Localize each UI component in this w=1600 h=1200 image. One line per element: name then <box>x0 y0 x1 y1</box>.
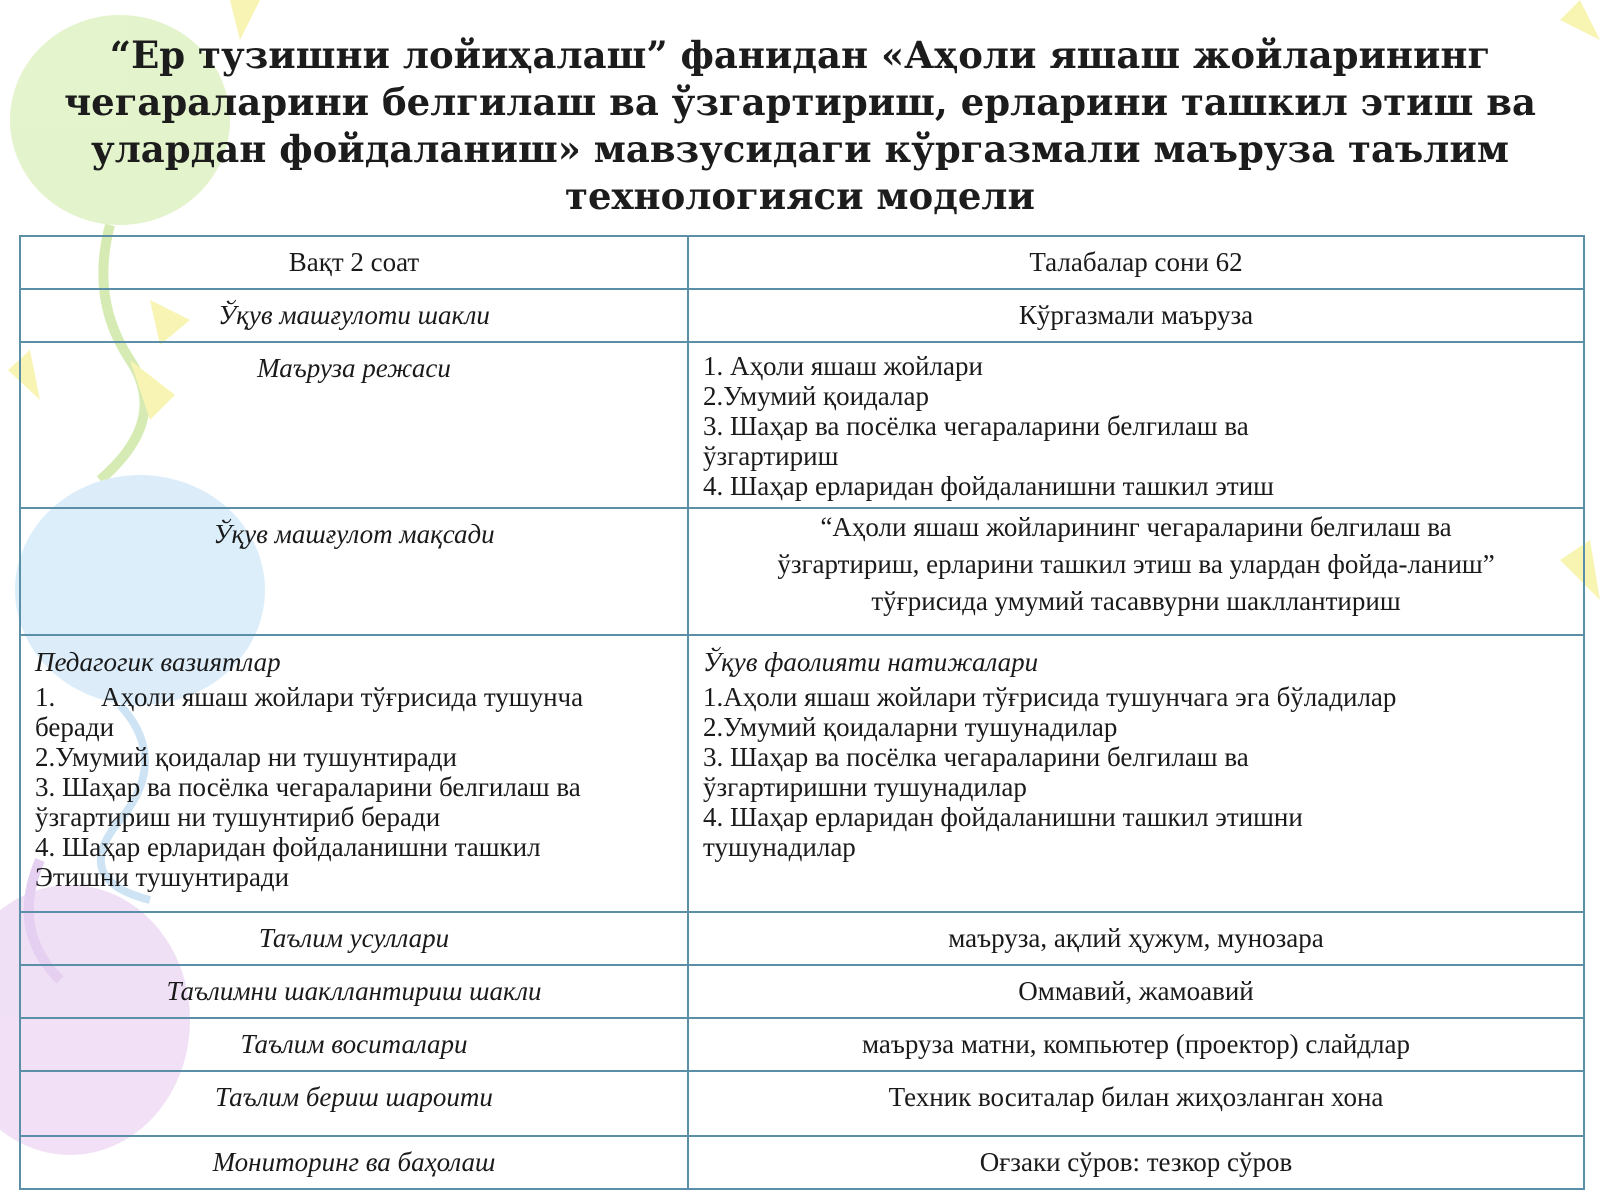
pedagogy-item: Этишни тушунтиради <box>35 862 290 892</box>
title-line-2: чегараларини белгилаш ва ўзгартириш, ерларини ташкил этиш ва <box>64 80 1536 124</box>
row-tools <box>20 1018 1584 1071</box>
ray-yellow-5 <box>1560 0 1600 40</box>
goal-label: Ўқув машғулот мақсади <box>20 508 688 635</box>
plan-item: 1. Аҳоли яшаш жойлари <box>703 351 983 381</box>
row-shaping <box>20 965 1584 1018</box>
results-item: ўзгартиришни тушунадилар <box>703 772 1027 802</box>
row-plan <box>20 342 1584 508</box>
row-conditions <box>20 1071 1584 1136</box>
results-item: 4. Шаҳар ерларидан фойдаланишни ташкил этишни <box>703 802 1303 832</box>
students-cell: Талабалар сони 62 <box>688 236 1584 289</box>
tools-label: Таълим воситалари <box>20 1018 688 1071</box>
monitoring-label: Мониторинг ва баҳолаш <box>20 1136 688 1189</box>
plan-item: 3. Шаҳар ва посёлка чегараларини белгилаш ва <box>703 411 1249 441</box>
pedagogy-heading: Педагогик вазиятлар <box>35 647 281 677</box>
title-line-4: технологияси модели <box>565 174 1035 218</box>
results-item: 1.Аҳоли яшаш жойлари тўғрисида тушунчага эга бўладилар <box>703 682 1397 712</box>
plan-label: Маъруза режаси <box>20 342 688 508</box>
methods-label: Таълим усуллари <box>20 912 688 965</box>
results-item: тушунадилар <box>703 832 856 862</box>
results-item: 3. Шаҳар ва посёлка чегараларини белгилаш ва <box>703 742 1249 772</box>
results-cell <box>688 635 1584 912</box>
goal-value <box>688 508 1584 635</box>
pedagogy-item-number: 1. <box>35 682 56 712</box>
shaping-value: Оммавий, жамоавий <box>688 965 1584 1018</box>
conditions-label: Таълим бериш шароити <box>20 1071 688 1136</box>
plan-list <box>688 342 1584 508</box>
pedagogy-item-text: Аҳоли яшаш жойлари тўғрисида тушунча <box>101 682 584 712</box>
goal-line: ўзгартириш, ерларини ташкил этиш ва улардан фойда-ланиш” <box>777 549 1495 579</box>
monitoring-value: Оғзаки сўров: тезкор сўров <box>688 1136 1584 1189</box>
lesson-model-table <box>19 235 1585 1190</box>
results-item: 2.Умумий қоидаларни тушунадилар <box>703 712 1118 742</box>
results-heading: Ўқув фаолияти натижалари <box>703 647 1039 677</box>
tools-value: маъруза матни, компьютер (проектор) слайдлар <box>688 1018 1584 1071</box>
shaping-label: Таълимни шакллантириш шакли <box>20 965 688 1018</box>
plan-item: ўзгартириш <box>703 441 839 471</box>
form-value: Кўргазмали маъруза <box>688 289 1584 342</box>
methods-value: маъруза, ақлий ҳужум, мунозара <box>688 912 1584 965</box>
title-line-1: “Ер тузишни лойиҳалаш” фанидан «Аҳоли яшаш жойларининг <box>109 33 1491 77</box>
pedagogy-item: 3. Шаҳар ва посёлка чегараларини белгилаш ва <box>35 772 581 802</box>
plan-item: 2.Умумий қоидалар <box>703 381 929 411</box>
goal-line: “Аҳоли яшаш жойларининг чегараларини белгилаш ва <box>820 512 1452 542</box>
plan-item: 4. Шаҳар ерларидан фойдаланишни ташкил этиш <box>703 471 1274 501</box>
title-line-3: улардан фойдаланиш» мавзусидаги кўргазмали маъруза таълим <box>91 127 1509 171</box>
pedagogy-item: 4. Шаҳар ерларидан фойдаланишни ташкил <box>35 832 541 862</box>
pedagogy-item <box>35 682 673 712</box>
row-goal <box>20 508 1584 635</box>
row-form <box>20 289 1584 342</box>
goal-line: тўғрисида умумий тасаввурни шакллантириш <box>871 586 1401 616</box>
pedagogy-cell <box>20 635 688 912</box>
conditions-value: Техник воситалар билан жиҳозланган хона <box>688 1071 1584 1136</box>
time-cell: Вақт 2 соат <box>20 236 688 289</box>
pedagogy-item: беради <box>35 712 115 742</box>
row-methods <box>20 912 1584 965</box>
row-time-students <box>20 236 1584 289</box>
row-pedagogy-results <box>20 635 1584 912</box>
pedagogy-item: ўзгартириш ни тушунтириб беради <box>35 802 441 832</box>
row-monitoring <box>20 1136 1584 1189</box>
pedagogy-item: 2.Умумий қоидалар ни тушунтиради <box>35 742 457 772</box>
form-label: Ўқув машғулоти шакли <box>20 289 688 342</box>
slide-title <box>60 32 1540 220</box>
